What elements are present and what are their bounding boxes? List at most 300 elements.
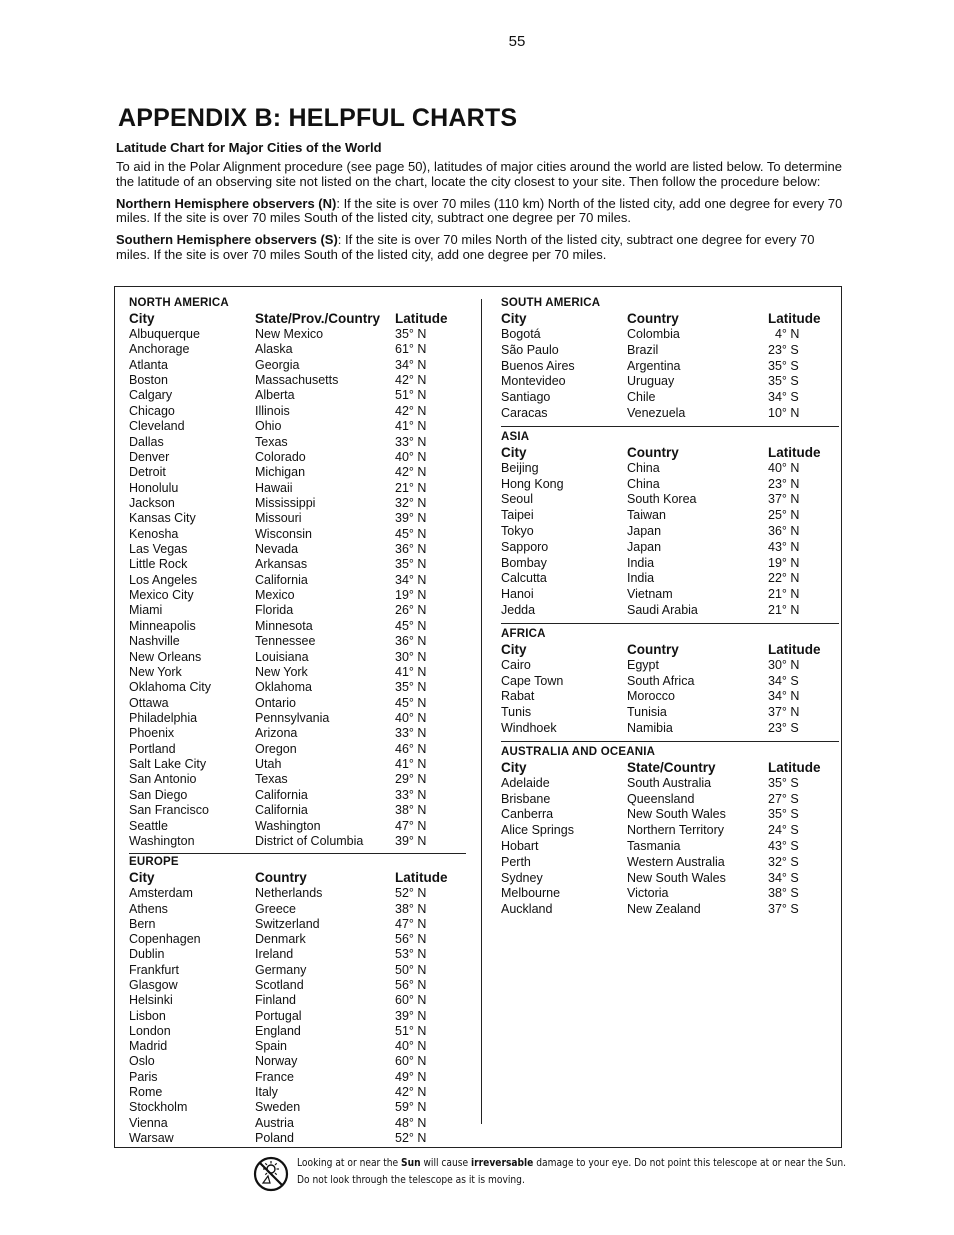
city-cell: Seoul bbox=[501, 492, 533, 507]
city-cell: Little Rock bbox=[129, 557, 188, 572]
city-cell: Canberra bbox=[501, 807, 554, 822]
latitude-cell: 36° N bbox=[395, 634, 427, 649]
region-cell: India bbox=[627, 555, 655, 570]
table-row bbox=[501, 524, 839, 540]
region-cell: Germany bbox=[255, 962, 307, 977]
latitude-cell: 4° N bbox=[768, 327, 800, 341]
region-cell: New Zealand bbox=[627, 902, 701, 917]
table-row bbox=[129, 342, 466, 357]
city-cell: Cape Town bbox=[501, 673, 564, 688]
region-cell: Utah bbox=[255, 757, 282, 772]
city-cell: Jedda bbox=[501, 602, 536, 617]
europe-section bbox=[129, 856, 466, 1146]
city-cell: Melbourne bbox=[501, 886, 561, 901]
south-america-section bbox=[501, 297, 839, 422]
region-cell: Austria bbox=[255, 1115, 294, 1130]
city-cell: Chicago bbox=[129, 403, 175, 418]
latitude-cell: 34° S bbox=[768, 673, 799, 688]
city-cell: Brisbane bbox=[501, 791, 551, 806]
region-cell: Norway bbox=[255, 1054, 298, 1069]
region-cell: Poland bbox=[255, 1130, 294, 1145]
region-cell: Washington bbox=[255, 818, 321, 833]
table-row bbox=[129, 588, 466, 603]
region-cell: Vietnam bbox=[627, 587, 673, 602]
region-cell: Alberta bbox=[255, 388, 295, 403]
city-cell: Calgary bbox=[129, 388, 173, 403]
region-cell: California bbox=[255, 787, 308, 802]
section-title: ASIA bbox=[501, 430, 530, 443]
table-row bbox=[501, 508, 839, 524]
region-cell: Sweden bbox=[255, 1100, 301, 1115]
region-cell: Venezuela bbox=[627, 405, 686, 420]
latitude-cell: 46° N bbox=[395, 741, 427, 756]
city-cell: Oklahoma City bbox=[129, 680, 211, 695]
chart-subtitle: Latitude Chart for Major Cities of the World bbox=[116, 140, 382, 155]
city-cell: Vienna bbox=[129, 1115, 168, 1130]
section-title: AUSTRALIA AND OCEANIA bbox=[501, 745, 656, 758]
latitude-cell: 39° N bbox=[395, 1008, 427, 1023]
region-cell: Florida bbox=[255, 603, 294, 618]
latitude-cell: 50° N bbox=[395, 962, 427, 977]
latitude-cell: 42° N bbox=[395, 1085, 427, 1100]
region-cell: Missouri bbox=[255, 511, 302, 526]
city-cell: Taipei bbox=[501, 508, 534, 523]
table-row bbox=[129, 917, 466, 932]
region-cell: District of Columbia bbox=[255, 833, 364, 848]
latitude-cell: 29° N bbox=[395, 772, 427, 787]
city-cell: Albuquerque bbox=[129, 327, 200, 341]
region-cell: Colorado bbox=[255, 449, 306, 464]
city-cell: Adelaide bbox=[501, 775, 550, 790]
city-cell: Caracas bbox=[501, 405, 548, 420]
latitude-cell: 30° N bbox=[395, 649, 427, 664]
table-row bbox=[129, 619, 466, 634]
latitude-cell: 60° N bbox=[395, 993, 427, 1008]
intro-block bbox=[116, 141, 844, 270]
table-row bbox=[129, 680, 466, 695]
table-row bbox=[129, 358, 466, 373]
latitude-cell: 38° N bbox=[395, 803, 427, 818]
table-row bbox=[129, 435, 466, 450]
region-cell: Tunisia bbox=[627, 705, 667, 720]
region-cell: California bbox=[255, 803, 308, 818]
table-row bbox=[129, 788, 466, 803]
table-row bbox=[129, 1116, 466, 1131]
region-cell: Nevada bbox=[255, 542, 299, 557]
region-cell: Pennsylvania bbox=[255, 710, 330, 725]
table-row bbox=[501, 492, 839, 508]
latitude-cell: 35° N bbox=[395, 680, 427, 695]
city-cell: Detroit bbox=[129, 465, 166, 480]
latitude-cell: 21° N bbox=[768, 602, 800, 617]
left-column bbox=[129, 287, 466, 1146]
city-cell: Stockholm bbox=[129, 1100, 188, 1115]
latitude-cell: 43° S bbox=[768, 838, 799, 853]
city-cell: Madrid bbox=[129, 1039, 168, 1054]
region-cell: Scotland bbox=[255, 978, 304, 992]
city-cell: Salt Lake City bbox=[129, 757, 207, 772]
table-row bbox=[129, 772, 466, 787]
latitude-cell: 30° N bbox=[768, 657, 800, 672]
city-cell: New York bbox=[129, 664, 182, 679]
table-row bbox=[501, 343, 839, 359]
header-city: City bbox=[501, 444, 527, 460]
table-row bbox=[501, 902, 839, 918]
right-column bbox=[501, 287, 839, 918]
section-divider bbox=[501, 741, 839, 742]
latitude-cell: 26° N bbox=[395, 603, 427, 618]
region-cell: South Africa bbox=[627, 673, 695, 688]
city-cell: Washington bbox=[129, 833, 195, 848]
table-row bbox=[129, 450, 466, 465]
latitude-cell: 39° N bbox=[395, 511, 427, 526]
table-row bbox=[129, 542, 466, 557]
latitude-cell: 56° N bbox=[395, 978, 427, 992]
latitude-cell: 27° S bbox=[768, 791, 799, 806]
table-row bbox=[501, 603, 839, 619]
city-cell: Bombay bbox=[501, 555, 547, 570]
city-cell: Warsaw bbox=[129, 1130, 174, 1145]
latitude-cell: 41° N bbox=[395, 419, 427, 434]
sun-warning bbox=[253, 1155, 853, 1195]
table-row bbox=[129, 481, 466, 496]
city-cell: Cleveland bbox=[129, 419, 185, 434]
table-row bbox=[501, 792, 839, 808]
latitude-cell: 33° N bbox=[395, 726, 427, 741]
region-cell: South Korea bbox=[627, 492, 697, 507]
city-cell: Athens bbox=[129, 901, 168, 916]
table-row bbox=[501, 689, 839, 705]
column-divider bbox=[481, 299, 482, 1124]
table-row bbox=[129, 963, 466, 978]
latitude-cell: 47° N bbox=[395, 916, 427, 931]
table-row bbox=[501, 571, 839, 587]
table-header bbox=[501, 444, 839, 461]
latitude-cell: 40° N bbox=[768, 460, 800, 475]
city-cell: Beijing bbox=[501, 460, 539, 475]
latitude-cell: 34° N bbox=[768, 689, 800, 704]
table-header bbox=[129, 869, 466, 886]
region-cell: Spain bbox=[255, 1039, 287, 1054]
header-region: State/Prov./Country bbox=[255, 311, 381, 326]
region-cell: Northern Territory bbox=[627, 823, 725, 838]
irreversable-word: irreversable bbox=[471, 1157, 534, 1169]
table-row bbox=[129, 902, 466, 917]
region-cell: New South Wales bbox=[627, 807, 726, 822]
table-row bbox=[129, 1039, 466, 1054]
table-row bbox=[501, 871, 839, 887]
region-cell: France bbox=[255, 1069, 294, 1084]
table-row bbox=[129, 1131, 466, 1146]
city-cell: Jackson bbox=[129, 495, 175, 510]
region-cell: Minnesota bbox=[255, 618, 313, 633]
latitude-cell: 33° N bbox=[395, 434, 427, 449]
city-cell: Kansas City bbox=[129, 511, 196, 526]
section-divider bbox=[129, 853, 466, 854]
region-cell: Netherlands bbox=[255, 886, 323, 901]
region-cell: Japan bbox=[627, 539, 662, 554]
city-cell: Bogotá bbox=[501, 327, 541, 341]
city-cell: Dallas bbox=[129, 434, 164, 449]
latitude-cell: 39° N bbox=[395, 833, 427, 848]
city-cell: San Antonio bbox=[129, 772, 197, 787]
region-cell: Texas bbox=[255, 434, 288, 449]
region-cell: Switzerland bbox=[255, 916, 320, 931]
region-cell: California bbox=[255, 572, 308, 587]
section-title: AFRICA bbox=[501, 627, 546, 640]
city-cell: Seattle bbox=[129, 818, 168, 833]
northern-label: Northern Hemisphere observers (N) bbox=[116, 195, 337, 211]
northern-paragraph bbox=[116, 197, 844, 226]
latitude-cell: 34° S bbox=[768, 390, 799, 405]
region-cell: Hawaii bbox=[255, 480, 293, 495]
latitude-cell: 35° S bbox=[768, 374, 799, 389]
region-cell: Victoria bbox=[627, 886, 669, 901]
latitude-cell: 23° N bbox=[768, 476, 800, 491]
latitude-cell: 19° N bbox=[395, 588, 427, 603]
region-cell: Oklahoma bbox=[255, 680, 312, 695]
southern-paragraph bbox=[116, 233, 844, 262]
latitude-cell: 45° N bbox=[395, 618, 427, 633]
latitude-cell: 32° N bbox=[395, 495, 427, 510]
region-cell: Colombia bbox=[627, 327, 680, 341]
table-row bbox=[129, 557, 466, 572]
latitude-cell: 35° N bbox=[395, 557, 427, 572]
latitude-cell: 41° N bbox=[395, 757, 427, 772]
city-cell: Oslo bbox=[129, 1054, 155, 1069]
latitude-cell: 37° N bbox=[768, 705, 800, 720]
table-row bbox=[129, 573, 466, 588]
city-cell: Los Angeles bbox=[129, 572, 198, 587]
header-latitude: Latitude bbox=[395, 870, 448, 886]
region-cell: Tasmania bbox=[627, 838, 681, 853]
city-cell: Tokyo bbox=[501, 523, 534, 538]
table-row bbox=[501, 374, 839, 390]
table-row bbox=[129, 465, 466, 480]
city-cell: Frankfurt bbox=[129, 962, 180, 977]
latitude-cell: 33° N bbox=[395, 787, 427, 802]
table-row bbox=[129, 757, 466, 772]
latitude-cell: 40° N bbox=[395, 710, 427, 725]
table-row bbox=[129, 1100, 466, 1115]
table-row bbox=[129, 711, 466, 726]
region-cell: New York bbox=[255, 664, 308, 679]
city-cell: Denver bbox=[129, 449, 170, 464]
table-header bbox=[501, 759, 839, 776]
city-cell: Helsinki bbox=[129, 993, 173, 1008]
africa-section bbox=[501, 628, 839, 737]
region-cell: Oregon bbox=[255, 741, 297, 756]
latitude-cell: 21° N bbox=[768, 587, 800, 602]
table-row bbox=[129, 388, 466, 403]
region-cell: Taiwan bbox=[627, 508, 666, 523]
table-row bbox=[129, 665, 466, 680]
latitude-cell: 40° N bbox=[395, 1039, 427, 1054]
city-cell: Paris bbox=[129, 1069, 158, 1084]
region-cell: Denmark bbox=[255, 932, 306, 947]
northern-text: : If the site is over 70 miles (110 km) North of the listed city, add one degree for every 70 miles. If the site is over 70 miles South of the listed city, subtract one degree per 70 miles. bbox=[116, 195, 843, 226]
region-cell: Massachusetts bbox=[255, 373, 339, 388]
latitude-chart bbox=[114, 286, 842, 1148]
city-cell: Calcutta bbox=[501, 571, 547, 586]
table-row bbox=[501, 556, 839, 572]
table-row bbox=[501, 359, 839, 375]
region-cell: Brazil bbox=[627, 342, 659, 357]
city-cell: Amsterdam bbox=[129, 886, 193, 901]
city-cell: Ottawa bbox=[129, 695, 169, 710]
southern-text: : If the site is over 70 miles North of the listed city, subtract one degree for every 70 miles. If the site is over 70 miles South of the listed city, add one degree per 70 miles. bbox=[116, 232, 815, 262]
region-cell: Michigan bbox=[255, 465, 306, 480]
city-cell: Dublin bbox=[129, 947, 165, 962]
australia-oceania-section bbox=[501, 746, 839, 918]
region-cell: Georgia bbox=[255, 357, 300, 372]
region-cell: Japan bbox=[627, 523, 662, 538]
table-header bbox=[501, 310, 839, 327]
table-row bbox=[501, 721, 839, 737]
latitude-cell: 59° N bbox=[395, 1100, 427, 1115]
table-row bbox=[501, 390, 839, 406]
table-row bbox=[501, 776, 839, 792]
latitude-cell: 35° N bbox=[395, 327, 427, 341]
header-latitude: Latitude bbox=[395, 311, 448, 326]
table-row bbox=[129, 1070, 466, 1085]
latitude-cell: 48° N bbox=[395, 1115, 427, 1130]
table-row bbox=[129, 696, 466, 711]
table-row bbox=[129, 726, 466, 741]
latitude-cell: 22° N bbox=[768, 571, 800, 586]
latitude-cell: 38° S bbox=[768, 886, 799, 901]
latitude-cell: 34° N bbox=[395, 357, 427, 372]
city-cell: Buenos Aires bbox=[501, 358, 575, 373]
latitude-cell: 45° N bbox=[395, 695, 427, 710]
region-cell: Louisiana bbox=[255, 649, 309, 664]
city-cell: Nashville bbox=[129, 634, 180, 649]
city-cell: Boston bbox=[129, 373, 168, 388]
latitude-cell: 24° S bbox=[768, 823, 799, 838]
city-cell: Sapporo bbox=[501, 539, 549, 554]
table-row bbox=[501, 823, 839, 839]
region-cell: Western Australia bbox=[627, 854, 725, 869]
header-latitude: Latitude bbox=[768, 759, 821, 775]
latitude-cell: 51° N bbox=[395, 1023, 427, 1038]
city-cell: Santiago bbox=[501, 390, 551, 405]
city-cell: Anchorage bbox=[129, 342, 190, 357]
region-cell: Chile bbox=[627, 390, 656, 405]
region-cell: South Australia bbox=[627, 775, 712, 790]
table-row bbox=[501, 477, 839, 493]
city-cell: Bern bbox=[129, 916, 156, 931]
city-cell: Cairo bbox=[501, 657, 531, 672]
latitude-cell: 40° N bbox=[395, 449, 427, 464]
region-cell: Argentina bbox=[627, 358, 681, 373]
latitude-cell: 23° S bbox=[768, 720, 799, 735]
table-row bbox=[129, 634, 466, 649]
city-cell: Alice Springs bbox=[501, 823, 574, 838]
city-cell: Miami bbox=[129, 603, 163, 618]
table-row bbox=[129, 886, 466, 901]
region-cell: Illinois bbox=[255, 403, 290, 418]
region-cell: Namibia bbox=[627, 720, 673, 735]
region-cell: Greece bbox=[255, 901, 296, 916]
city-cell: Windhoek bbox=[501, 720, 557, 735]
latitude-cell: 37° S bbox=[768, 902, 799, 917]
section-divider bbox=[501, 426, 839, 427]
city-cell: San Diego bbox=[129, 787, 188, 802]
latitude-cell: 52° N bbox=[395, 886, 427, 901]
table-row bbox=[129, 1024, 466, 1039]
region-cell: Portugal bbox=[255, 1008, 302, 1023]
southern-label: Southern Hemisphere observers (S) bbox=[116, 232, 338, 248]
latitude-cell: 41° N bbox=[395, 664, 427, 679]
region-cell: Saudi Arabia bbox=[627, 602, 698, 617]
north-america-section bbox=[129, 297, 466, 849]
header-city: City bbox=[501, 641, 527, 657]
table-row bbox=[501, 327, 839, 343]
city-cell: Auckland bbox=[501, 902, 553, 917]
latitude-cell: 32° S bbox=[768, 854, 799, 869]
latitude-cell: 25° N bbox=[768, 508, 800, 523]
table-row bbox=[129, 404, 466, 419]
table-row bbox=[129, 1054, 466, 1069]
city-cell: São Paulo bbox=[501, 342, 559, 357]
page-number: 55 bbox=[508, 33, 526, 50]
region-cell: Finland bbox=[255, 993, 296, 1008]
latitude-cell: 35° S bbox=[768, 807, 799, 822]
header-latitude: Latitude bbox=[768, 311, 821, 326]
page-title: APPENDIX B: HELPFUL CHARTS bbox=[118, 104, 518, 132]
latitude-cell: 23° S bbox=[768, 342, 799, 357]
table-row bbox=[129, 932, 466, 947]
city-cell: Mexico City bbox=[129, 588, 194, 603]
city-cell: Rabat bbox=[501, 689, 535, 704]
region-cell: India bbox=[627, 571, 655, 586]
table-header bbox=[129, 310, 466, 327]
header-city: City bbox=[129, 870, 155, 886]
latitude-cell: 61° N bbox=[395, 342, 427, 357]
table-row bbox=[129, 527, 466, 542]
header-city: City bbox=[129, 311, 155, 326]
latitude-cell: 42° N bbox=[395, 373, 427, 388]
latitude-cell: 53° N bbox=[395, 947, 427, 962]
warning-text: Looking at or near the Sun will cause irreversable damage to your eye. Do not point this telescope at or near the Sun. Do not look through the telescope as it is moving. bbox=[297, 1157, 846, 1186]
latitude-cell: 21° N bbox=[395, 480, 427, 495]
section-title: EUROPE bbox=[129, 856, 179, 869]
city-cell: Kenosha bbox=[129, 526, 179, 541]
region-cell: Alaska bbox=[255, 342, 293, 357]
section-title: SOUTH AMERICA bbox=[501, 297, 601, 309]
latitude-cell: 35° S bbox=[768, 358, 799, 373]
intro-paragraph: To aid in the Polar Alignment procedure (see page 50), latitudes of major cities around the world are listed below. To determine the latitude of an observing site not listed on the chart, locate the city closest to your site. Then follow the procedure below: bbox=[116, 159, 843, 189]
table-row bbox=[129, 327, 466, 342]
table-row bbox=[501, 674, 839, 690]
header-region: Country bbox=[627, 641, 679, 657]
latitude-cell: 19° N bbox=[768, 555, 800, 570]
header-region: Country bbox=[255, 870, 307, 886]
region-cell: Texas bbox=[255, 772, 288, 787]
table-row bbox=[129, 1085, 466, 1100]
section-title: NORTH AMERICA bbox=[129, 297, 229, 309]
city-cell: Honolulu bbox=[129, 480, 179, 495]
city-cell: Atlanta bbox=[129, 357, 168, 372]
table-row bbox=[501, 587, 839, 603]
table-row bbox=[501, 855, 839, 871]
table-row bbox=[129, 947, 466, 962]
region-cell: England bbox=[255, 1023, 301, 1038]
region-cell: Ireland bbox=[255, 947, 294, 962]
region-cell: China bbox=[627, 460, 660, 475]
no-sun-warning-icon bbox=[253, 1156, 289, 1192]
city-cell: Minneapolis bbox=[129, 618, 196, 633]
